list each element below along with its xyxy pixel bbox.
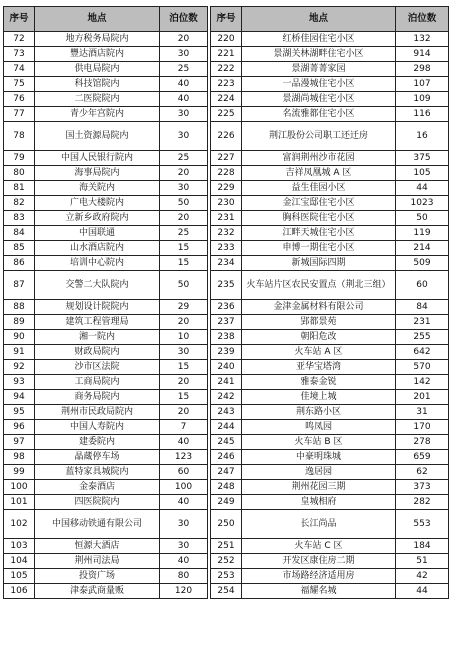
row-berths-right: 116 xyxy=(396,107,449,122)
row-location-left: 中国人民银行院内 xyxy=(35,151,160,166)
table-row xyxy=(4,375,449,390)
row-index-left: 103 xyxy=(4,539,35,554)
row-location-left: 投资广场 xyxy=(35,569,160,584)
row-index-right: 244 xyxy=(211,420,242,435)
row-location-left: 广电大楼院内 xyxy=(35,196,160,211)
table-header-row xyxy=(4,7,449,32)
row-index-right: 230 xyxy=(211,196,242,211)
row-location-right: 佳境上城 xyxy=(242,390,396,405)
row-location-right: 皇城相府 xyxy=(242,495,396,510)
header-index-left: 序号 xyxy=(4,7,35,32)
row-index-right: 231 xyxy=(211,211,242,226)
row-index-left: 89 xyxy=(4,315,35,330)
table-row xyxy=(4,92,449,107)
row-index-left: 101 xyxy=(4,495,35,510)
row-index-right: 237 xyxy=(211,315,242,330)
row-location-right: 名流雅都住宅小区 xyxy=(242,107,396,122)
row-location-right: 逸居园 xyxy=(242,465,396,480)
row-location-right: 亚华宝塔湾 xyxy=(242,360,396,375)
row-index-right: 235 xyxy=(211,271,242,300)
row-berths-right: 914 xyxy=(396,47,449,62)
table-row xyxy=(4,271,449,300)
row-berths-right: 570 xyxy=(396,360,449,375)
table-row xyxy=(4,211,449,226)
row-location-left: 荆州司法局 xyxy=(35,554,160,569)
row-location-left: 二医院院内 xyxy=(35,92,160,107)
row-location-left: 中国联通 xyxy=(35,226,160,241)
row-location-left: 规划设计院院内 xyxy=(35,300,160,315)
row-location-right: 景湖尚城住宅小区 xyxy=(242,92,396,107)
row-berths-right: 44 xyxy=(396,584,449,599)
row-index-right: 247 xyxy=(211,465,242,480)
row-location-right: 景湖关林湖畔住宅小区 xyxy=(242,47,396,62)
row-location-left: 建委院内 xyxy=(35,435,160,450)
table-row xyxy=(4,450,449,465)
row-index-right: 225 xyxy=(211,107,242,122)
row-location-left: 恒源大酒店 xyxy=(35,539,160,554)
row-berths-left: 40 xyxy=(160,435,208,450)
row-index-left: 90 xyxy=(4,330,35,345)
table-row xyxy=(4,166,449,181)
row-location-left: 湘一院内 xyxy=(35,330,160,345)
row-berths-right: 50 xyxy=(396,211,449,226)
row-berths-right: 31 xyxy=(396,405,449,420)
row-index-right: 229 xyxy=(211,181,242,196)
row-berths-left: 60 xyxy=(160,465,208,480)
row-index-left: 100 xyxy=(4,480,35,495)
row-berths-left: 120 xyxy=(160,584,208,599)
table-row xyxy=(4,480,449,495)
row-berths-right: 373 xyxy=(396,480,449,495)
row-index-right: 249 xyxy=(211,495,242,510)
row-location-right: 福耀名城 xyxy=(242,584,396,599)
table-row xyxy=(4,435,449,450)
row-location-right: 火车站片区农民安置点（荆北三组） xyxy=(242,271,396,300)
row-berths-right: 51 xyxy=(396,554,449,569)
table-body xyxy=(4,32,449,599)
row-berths-right: 60 xyxy=(396,271,449,300)
row-index-left: 98 xyxy=(4,450,35,465)
row-berths-left: 30 xyxy=(160,181,208,196)
row-berths-left: 50 xyxy=(160,271,208,300)
row-berths-left: 10 xyxy=(160,330,208,345)
row-berths-left: 80 xyxy=(160,569,208,584)
row-index-left: 78 xyxy=(4,122,35,151)
row-location-right: 金津金属材料有限公司 xyxy=(242,300,396,315)
table-row xyxy=(4,405,449,420)
table-row xyxy=(4,360,449,375)
row-berths-left: 50 xyxy=(160,196,208,211)
row-berths-right: 109 xyxy=(396,92,449,107)
row-location-right: 申博一期住宅小区 xyxy=(242,241,396,256)
row-berths-right: 375 xyxy=(396,151,449,166)
row-berths-left: 15 xyxy=(160,256,208,271)
table-row xyxy=(4,584,449,599)
row-location-left: 供电局院内 xyxy=(35,62,160,77)
row-berths-left: 40 xyxy=(160,77,208,92)
row-berths-right: 282 xyxy=(396,495,449,510)
row-berths-left: 20 xyxy=(160,405,208,420)
row-location-right: 火车站 A 区 xyxy=(242,345,396,360)
row-berths-right: 184 xyxy=(396,539,449,554)
header-index-right: 序号 xyxy=(211,7,242,32)
row-berths-left: 20 xyxy=(160,375,208,390)
row-location-left: 沙市区法院 xyxy=(35,360,160,375)
row-berths-left: 30 xyxy=(160,345,208,360)
table-row xyxy=(4,107,449,122)
row-location-left: 中国人寿院内 xyxy=(35,420,160,435)
table-row xyxy=(4,47,449,62)
row-location-left: 交警二大队院内 xyxy=(35,271,160,300)
row-index-right: 248 xyxy=(211,480,242,495)
table-row xyxy=(4,315,449,330)
row-location-right: 吉祥凤凰城 A 区 xyxy=(242,166,396,181)
row-location-right: 鸣凤园 xyxy=(242,420,396,435)
row-location-left: 豐达酒店院内 xyxy=(35,47,160,62)
row-index-left: 91 xyxy=(4,345,35,360)
row-location-left: 山水酒店院内 xyxy=(35,241,160,256)
row-index-right: 234 xyxy=(211,256,242,271)
row-location-left: 建筑工程管理局 xyxy=(35,315,160,330)
row-index-right: 253 xyxy=(211,569,242,584)
row-location-right: 开发区康住房二期 xyxy=(242,554,396,569)
row-location-right: 江畔天城住宅小区 xyxy=(242,226,396,241)
row-index-right: 242 xyxy=(211,390,242,405)
header-location-left: 地点 xyxy=(35,7,160,32)
row-location-left: 国土资源局院内 xyxy=(35,122,160,151)
row-berths-left: 15 xyxy=(160,390,208,405)
header-location-right: 地点 xyxy=(242,7,396,32)
row-index-left: 80 xyxy=(4,166,35,181)
table-row xyxy=(4,196,449,211)
row-index-right: 224 xyxy=(211,92,242,107)
row-index-right: 250 xyxy=(211,510,242,539)
row-index-right: 241 xyxy=(211,375,242,390)
row-location-left: 海关院内 xyxy=(35,181,160,196)
row-index-left: 79 xyxy=(4,151,35,166)
row-berths-right: 201 xyxy=(396,390,449,405)
row-location-left: 晶蔵停车场 xyxy=(35,450,160,465)
row-berths-left: 100 xyxy=(160,480,208,495)
table-row xyxy=(4,256,449,271)
row-location-right: 中豪明珠城 xyxy=(242,450,396,465)
row-index-right: 226 xyxy=(211,122,242,151)
row-berths-right: 62 xyxy=(396,465,449,480)
table-row xyxy=(4,569,449,584)
row-index-left: 99 xyxy=(4,465,35,480)
row-berths-right: 298 xyxy=(396,62,449,77)
row-index-left: 88 xyxy=(4,300,35,315)
row-index-left: 93 xyxy=(4,375,35,390)
row-index-left: 96 xyxy=(4,420,35,435)
row-berths-left: 30 xyxy=(160,539,208,554)
row-location-left: 海事局院内 xyxy=(35,166,160,181)
row-berths-left: 40 xyxy=(160,554,208,569)
row-index-left: 105 xyxy=(4,569,35,584)
row-location-right: 景湖菁菁家园 xyxy=(242,62,396,77)
row-index-left: 84 xyxy=(4,226,35,241)
row-location-left: 四医院院内 xyxy=(35,495,160,510)
row-index-left: 94 xyxy=(4,390,35,405)
row-location-right: 市场路经济适用房 xyxy=(242,569,396,584)
table-row xyxy=(4,390,449,405)
row-berths-right: 231 xyxy=(396,315,449,330)
row-location-right: 雅泰金锐 xyxy=(242,375,396,390)
table-row xyxy=(4,122,449,151)
row-index-right: 221 xyxy=(211,47,242,62)
row-berths-left: 25 xyxy=(160,151,208,166)
row-index-right: 228 xyxy=(211,166,242,181)
row-index-left: 75 xyxy=(4,77,35,92)
row-index-right: 246 xyxy=(211,450,242,465)
row-berths-right: 170 xyxy=(396,420,449,435)
table-row xyxy=(4,510,449,539)
row-berths-left: 30 xyxy=(160,107,208,122)
row-berths-left: 30 xyxy=(160,47,208,62)
row-index-left: 92 xyxy=(4,360,35,375)
row-index-right: 254 xyxy=(211,584,242,599)
header-berths-left: 泊位数 xyxy=(160,7,208,32)
row-index-right: 245 xyxy=(211,435,242,450)
row-berths-right: 107 xyxy=(396,77,449,92)
row-location-left: 财政局院内 xyxy=(35,345,160,360)
row-index-right: 240 xyxy=(211,360,242,375)
table-row xyxy=(4,32,449,47)
row-berths-left: 25 xyxy=(160,226,208,241)
row-berths-left: 20 xyxy=(160,32,208,47)
row-index-left: 77 xyxy=(4,107,35,122)
table-row xyxy=(4,495,449,510)
table-row xyxy=(4,554,449,569)
row-berths-left: 40 xyxy=(160,495,208,510)
table-row xyxy=(4,77,449,92)
row-berths-right: 119 xyxy=(396,226,449,241)
row-location-left: 科技馆院内 xyxy=(35,77,160,92)
row-berths-right: 105 xyxy=(396,166,449,181)
row-location-left: 金泰酒店 xyxy=(35,480,160,495)
row-berths-left: 30 xyxy=(160,122,208,151)
row-index-left: 83 xyxy=(4,211,35,226)
row-berths-left: 20 xyxy=(160,166,208,181)
row-location-right: 荆东路小区 xyxy=(242,405,396,420)
row-berths-right: 132 xyxy=(396,32,449,47)
row-index-left: 102 xyxy=(4,510,35,539)
row-location-right: 富润荆州沙市花园 xyxy=(242,151,396,166)
row-berths-left: 20 xyxy=(160,211,208,226)
row-index-left: 86 xyxy=(4,256,35,271)
parking-berth-table xyxy=(3,6,449,599)
row-index-left: 87 xyxy=(4,271,35,300)
row-berths-right: 44 xyxy=(396,181,449,196)
row-berths-right: 1023 xyxy=(396,196,449,211)
row-location-right: 一品漫城住宅小区 xyxy=(242,77,396,92)
table-row xyxy=(4,539,449,554)
row-index-left: 76 xyxy=(4,92,35,107)
row-berths-right: 142 xyxy=(396,375,449,390)
row-index-right: 232 xyxy=(211,226,242,241)
row-berths-left: 123 xyxy=(160,450,208,465)
row-berths-right: 42 xyxy=(396,569,449,584)
row-berths-right: 214 xyxy=(396,241,449,256)
row-location-left: 工商局院内 xyxy=(35,375,160,390)
row-location-left: 地方税务局院内 xyxy=(35,32,160,47)
row-location-left: 立新乡政府院内 xyxy=(35,211,160,226)
row-location-right: 新城国际四期 xyxy=(242,256,396,271)
row-index-left: 74 xyxy=(4,62,35,77)
row-index-right: 243 xyxy=(211,405,242,420)
row-berths-right: 84 xyxy=(396,300,449,315)
row-index-right: 239 xyxy=(211,345,242,360)
row-location-left: 青少年宫院内 xyxy=(35,107,160,122)
row-location-left: 商务局院内 xyxy=(35,390,160,405)
table-row xyxy=(4,420,449,435)
row-location-right: 金江宝邸住宅小区 xyxy=(242,196,396,211)
row-berths-left: 15 xyxy=(160,360,208,375)
row-index-right: 236 xyxy=(211,300,242,315)
row-location-right: 荆江股份公司职工还迁房 xyxy=(242,122,396,151)
row-berths-left: 15 xyxy=(160,241,208,256)
row-location-left: 津泰武商量贩 xyxy=(35,584,160,599)
table-row xyxy=(4,330,449,345)
row-berths-right: 255 xyxy=(396,330,449,345)
row-location-right: 红桥佳园住宅小区 xyxy=(242,32,396,47)
row-location-right: 胸科医院住宅小区 xyxy=(242,211,396,226)
row-index-left: 73 xyxy=(4,47,35,62)
row-berths-right: 16 xyxy=(396,122,449,151)
row-location-right: 火车站 B 区 xyxy=(242,435,396,450)
row-index-left: 82 xyxy=(4,196,35,211)
row-berths-right: 509 xyxy=(396,256,449,271)
row-location-right: 益生佳园小区 xyxy=(242,181,396,196)
row-location-left: 培训中心院内 xyxy=(35,256,160,271)
row-location-right: 郢都景苑 xyxy=(242,315,396,330)
table-row xyxy=(4,226,449,241)
row-index-left: 72 xyxy=(4,32,35,47)
row-location-right: 火车站 C 区 xyxy=(242,539,396,554)
row-index-right: 222 xyxy=(211,62,242,77)
row-index-right: 227 xyxy=(211,151,242,166)
row-index-left: 97 xyxy=(4,435,35,450)
row-index-right: 220 xyxy=(211,32,242,47)
row-index-left: 85 xyxy=(4,241,35,256)
row-berths-left: 40 xyxy=(160,92,208,107)
table-row xyxy=(4,345,449,360)
row-location-right: 荆州花园三期 xyxy=(242,480,396,495)
row-location-right: 长江尚品 xyxy=(242,510,396,539)
row-berths-right: 553 xyxy=(396,510,449,539)
row-index-right: 252 xyxy=(211,554,242,569)
table-row xyxy=(4,181,449,196)
table-row xyxy=(4,300,449,315)
row-berths-right: 278 xyxy=(396,435,449,450)
table-row xyxy=(4,465,449,480)
row-index-right: 238 xyxy=(211,330,242,345)
row-index-right: 251 xyxy=(211,539,242,554)
row-berths-left: 30 xyxy=(160,510,208,539)
row-berths-left: 29 xyxy=(160,300,208,315)
row-location-left: 中国移动铁通有限公司 xyxy=(35,510,160,539)
row-berths-left: 7 xyxy=(160,420,208,435)
table-row xyxy=(4,151,449,166)
parking-table-container xyxy=(3,6,449,599)
row-index-left: 81 xyxy=(4,181,35,196)
row-index-left: 95 xyxy=(4,405,35,420)
row-berths-left: 25 xyxy=(160,62,208,77)
row-location-right: 朝阳危改 xyxy=(242,330,396,345)
row-index-left: 104 xyxy=(4,554,35,569)
row-berths-right: 659 xyxy=(396,450,449,465)
row-index-right: 233 xyxy=(211,241,242,256)
table-row xyxy=(4,241,449,256)
row-location-left: 荆州市民政局院内 xyxy=(35,405,160,420)
header-berths-right: 泊位数 xyxy=(396,7,449,32)
row-berths-left: 20 xyxy=(160,315,208,330)
table-row xyxy=(4,62,449,77)
row-location-left: 蓝特家具城院内 xyxy=(35,465,160,480)
row-berths-right: 642 xyxy=(396,345,449,360)
row-index-right: 223 xyxy=(211,77,242,92)
row-index-left: 106 xyxy=(4,584,35,599)
